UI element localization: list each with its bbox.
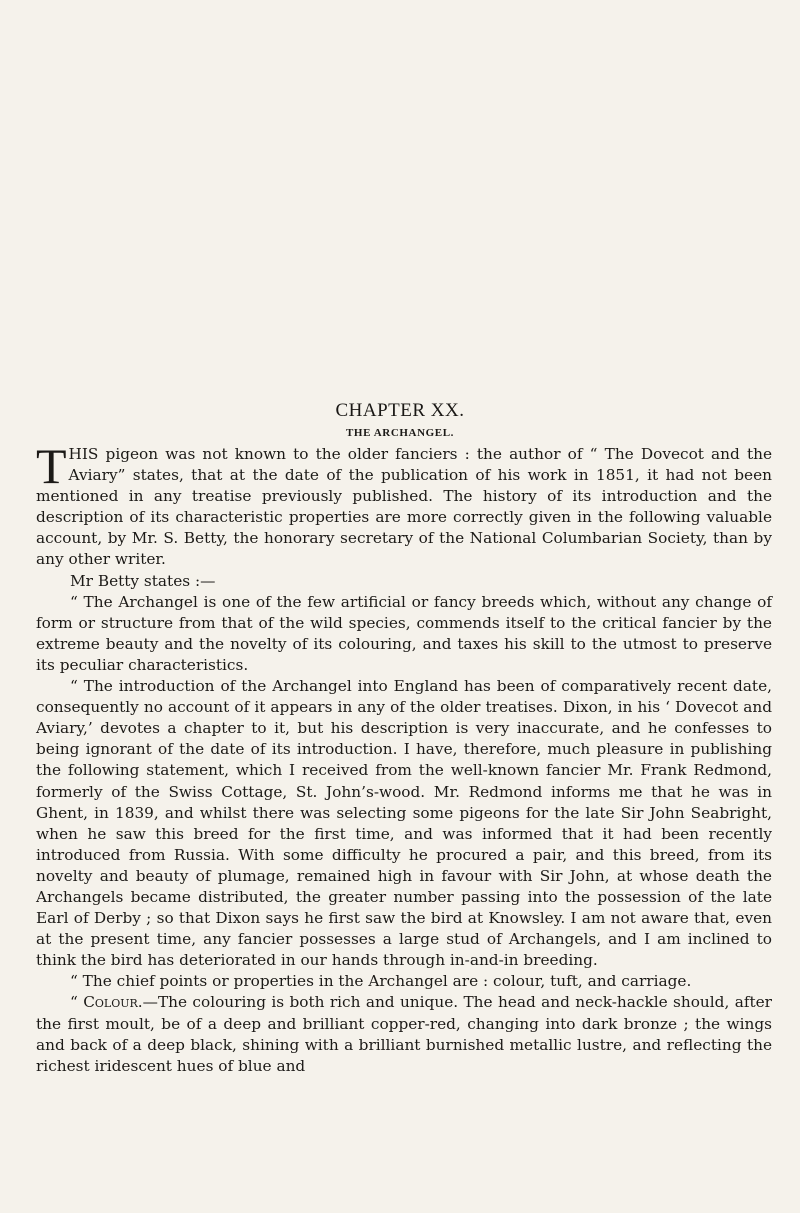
paragraph-intro bbox=[36, 438, 772, 571]
colour-heading: Colour. bbox=[83, 993, 143, 1012]
paragraph-chief-points: “ The chief points or properties in the Archangel are : colour, tuft, and carriage. bbox=[70, 972, 692, 991]
colour-text: —The colouring is both rich and unique. The head and neck-hackle should, after the first moult, be of a deep and brilliant copper-red, changing into dark bronze ; the wings and back of a deep black, shining with a brilliant burnished metallic lustre, and reflecting the richest iridescent hues of blue and bbox=[36, 993, 772, 1075]
body-text bbox=[36, 438, 772, 1077]
colour-open-quote: “ bbox=[70, 993, 84, 1012]
paragraph-betty-states: Mr Betty states :— bbox=[70, 571, 216, 590]
paragraph-intro-text: HIS pigeon was not known to the older fanciers : the author of “ The Dovecot and the Aviary” states, that at the date of the publication of his work in 1851, it had not been mentioned in any treatise previously published. The history of its introduction and the description of its characteristic properties are more correctly given in the following valuable account, by Mr. S. Betty, the honorary secretary of the National Columbarian Society, than by any other writer. bbox=[36, 445, 772, 569]
paragraph-introduction-history: “ The introduction of the Archangel into England has been of comparatively recent date, consequently no account of it appears in any of the older treatises. Dixon, in his ‘ Dovecot and Aviary,’ devotes a chapter to it, but his description is very inaccurate, and he confesses to being ignorant of the date of its introduction. I have, therefore, much pleasure in publishing the following statement, which I received from the well-known fancier Mr. Frank Redmond, formerly of the Swiss Cottage, St. John’s-wood. Mr. Redmond informs me that he was in Ghent, in 1839, and whilst there was selecting some pigeons for the late Sir John Seabright, when he saw this breed for the first time, and was informed that it had been recently introduced from Russia. With some difficulty he procured a pair, and this breed, from its novelty and beauty of plumage, remained high in favour with Sir John, at whose death the Archangels became distributed, the greater number passing into the possession of the late Earl of Derby ; so that Dixon says he first saw the bird at Knowsley. I am not aware that, even at the present time, any fancier possesses a large stud of Archangels, and I am inclined to think the bird has deteriorated in our hands through in-and-in breeding. bbox=[36, 677, 772, 970]
paragraph-colour bbox=[36, 992, 772, 1076]
chapter-title: CHAPTER XX. bbox=[335, 400, 465, 421]
drop-cap: T bbox=[36, 438, 67, 494]
paragraph-archangel-breed: “ The Archangel is one of the few artificial or fancy breeds which, without any change of form or structure from that of the wild species, commends itself to the critical fancier by the extreme beauty and the novelty of its colouring, and taxes his skill to the utmost to preserve its peculiar characteristics. bbox=[36, 592, 772, 674]
chapter-subtitle: THE ARCHANGEL. bbox=[345, 427, 455, 439]
